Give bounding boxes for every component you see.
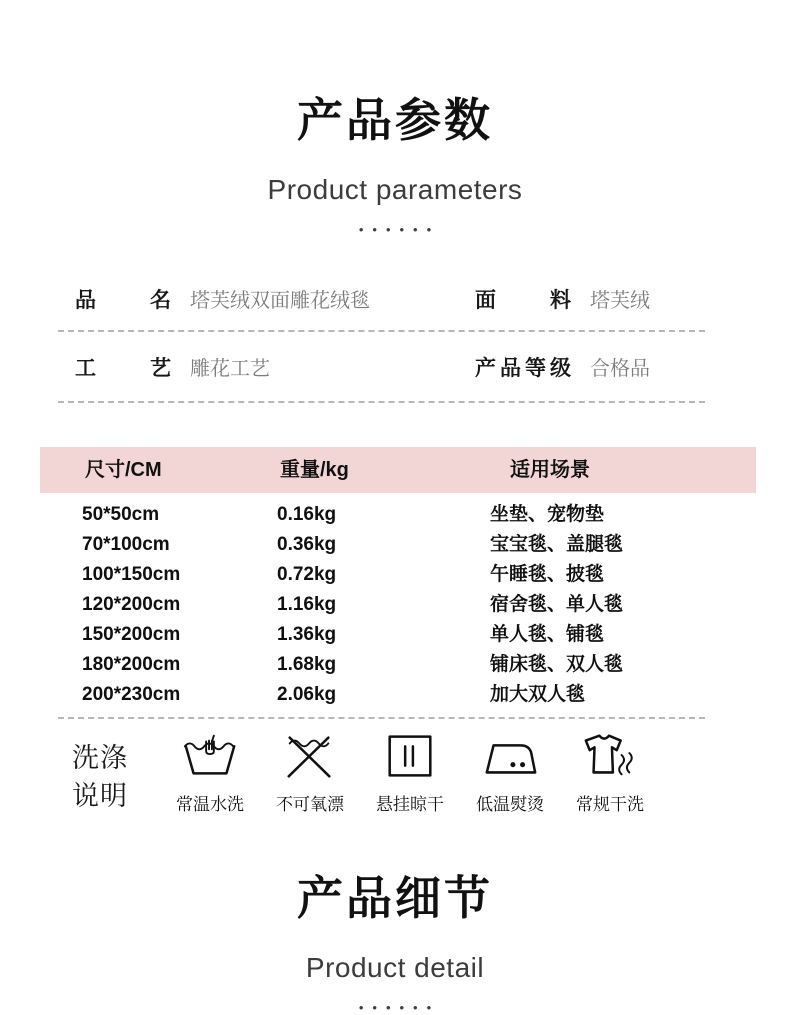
spec-value: 雕花工艺	[190, 357, 270, 380]
spec-label: 工艺	[75, 356, 171, 380]
spec-product-name	[75, 284, 370, 314]
detail-title-en: Product detail	[305, 952, 485, 983]
dry-clean-icon	[581, 731, 639, 781]
spec-row-name-fabric	[58, 268, 705, 332]
size-cell: 70*100cm	[82, 534, 170, 555]
care-item-label: 悬挂晾干	[376, 795, 444, 814]
footer-section	[0, 862, 790, 1015]
table-row	[58, 530, 705, 560]
table-row	[58, 680, 705, 710]
no-bleach-icon	[281, 731, 339, 781]
size-cell: 200*230cm	[82, 684, 181, 705]
care-item-low-iron	[460, 728, 560, 815]
col-header-size: 尺寸/CM	[85, 459, 162, 481]
spec-section	[58, 268, 705, 403]
spec-grade	[475, 352, 650, 382]
col-header-weight: 重量/kg	[280, 459, 349, 481]
scene-cell: 坐垫、宠物垫	[490, 504, 605, 525]
care-item-hand-wash	[160, 728, 260, 815]
spec-label: 产品等级	[475, 356, 571, 380]
table-row	[58, 620, 705, 650]
table-row	[58, 500, 705, 530]
size-table-header	[40, 447, 756, 493]
spec-label: 品名	[75, 289, 171, 312]
size-cell: 50*50cm	[82, 504, 160, 525]
table-row	[58, 590, 705, 620]
hand-wash-icon	[181, 731, 239, 781]
spec-row-craft-grade	[58, 332, 705, 403]
hang-dry-icon	[381, 731, 439, 781]
weight-cell: 1.36kg	[277, 624, 337, 645]
spec-label: 面料	[475, 289, 571, 312]
size-cell: 120*200cm	[82, 594, 181, 615]
page-title-en: Product parameters	[267, 174, 523, 205]
care-item-no-bleach	[260, 728, 360, 815]
care-item-label: 低温熨烫	[476, 795, 544, 814]
spec-craft	[75, 352, 270, 382]
dots-divider: ••••••	[358, 1000, 441, 1015]
scene-cell: 宝宝毯、盖腿毯	[490, 534, 624, 555]
size-cell: 100*150cm	[82, 564, 181, 585]
scene-cell: 加大双人毯	[490, 684, 586, 705]
weight-cell: 1.16kg	[277, 594, 337, 615]
page-title-cn: 产品参数	[297, 94, 493, 146]
weight-cell: 2.06kg	[277, 684, 337, 705]
weight-cell: 0.72kg	[277, 564, 337, 585]
table-row	[58, 650, 705, 680]
weight-cell: 1.68kg	[277, 654, 337, 675]
table-row	[58, 560, 705, 590]
washing-label	[72, 728, 160, 815]
dots-divider: ••••••	[358, 222, 441, 237]
weight-cell: 0.16kg	[277, 504, 337, 525]
detail-title-cn: 产品细节	[297, 872, 493, 924]
scene-cell: 宿舍毯、单人毯	[490, 594, 624, 615]
spec-value: 塔芙绒双面雕花绒毯	[190, 290, 370, 312]
scene-cell: 单人毯、铺毯	[490, 624, 605, 645]
size-table	[40, 447, 756, 719]
scene-cell: 铺床毯、双人毯	[490, 654, 624, 675]
care-item-dry-clean	[560, 728, 660, 815]
washing-label-line: 说明	[72, 781, 128, 811]
size-cell: 150*200cm	[82, 624, 181, 645]
low-iron-icon	[481, 731, 539, 781]
col-header-scene: 适用场景	[510, 459, 590, 481]
spec-value: 合格品	[590, 357, 650, 380]
spec-fabric	[475, 284, 650, 314]
weight-cell: 0.36kg	[277, 534, 337, 555]
scene-cell: 午睡毯、披毯	[490, 564, 605, 585]
care-item-label: 常规干洗	[576, 795, 644, 814]
header-section	[0, 84, 790, 237]
care-item-label: 常温水洗	[176, 795, 244, 814]
spec-value: 塔芙绒	[590, 290, 650, 312]
washing-label-line: 洗涤	[72, 743, 128, 773]
care-item-hang-dry	[360, 728, 460, 815]
washing-instructions	[72, 728, 660, 815]
size-table-body	[58, 493, 705, 719]
care-item-label: 不可氧漂	[276, 795, 344, 814]
size-cell: 180*200cm	[82, 654, 181, 675]
